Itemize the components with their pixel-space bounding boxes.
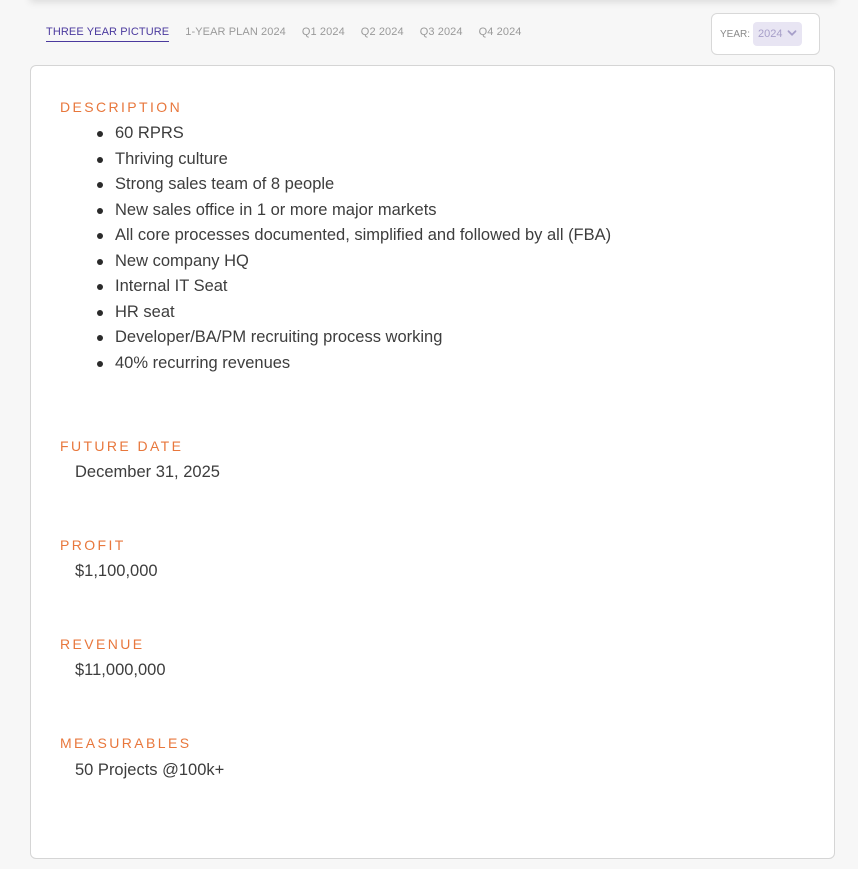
measurables-value: 50 Projects @100k+ (75, 761, 225, 779)
list-item: Strong sales team of 8 people (115, 175, 611, 201)
list-item: Thriving culture (115, 150, 611, 176)
revenue-value: $11,000,000 (75, 661, 166, 679)
chevron-down-icon (787, 28, 797, 38)
tab-q3[interactable]: Q3 2024 (419, 26, 463, 38)
measurables-title: MEASURABLES (60, 735, 192, 751)
list-item: HR seat (115, 303, 611, 329)
description-list (115, 124, 611, 379)
year-select[interactable] (753, 22, 802, 46)
tab-one-year-plan[interactable]: 1-YEAR PLAN 2024 (185, 26, 286, 38)
three-year-picture-card (30, 65, 835, 859)
list-item: All core processes documented, simplified and followed by all (FBA) (115, 226, 611, 252)
future-date-title: FUTURE DATE (60, 438, 184, 454)
tab-three-year-picture[interactable]: THREE YEAR PICTURE (46, 26, 169, 42)
list-item: Developer/BA/PM recruiting process working (115, 328, 611, 354)
list-item: 40% recurring revenues (115, 354, 611, 380)
revenue-title: REVENUE (60, 636, 145, 652)
tabs (46, 26, 538, 42)
year-filter (711, 13, 820, 55)
tab-q4[interactable]: Q4 2024 (478, 26, 522, 38)
year-selected-value: 2024 (758, 28, 783, 40)
future-date-value: December 31, 2025 (75, 463, 220, 481)
tab-q1[interactable]: Q1 2024 (301, 26, 345, 38)
tab-bar (30, 0, 835, 66)
description-title: DESCRIPTION (60, 99, 183, 115)
year-label: YEAR: (720, 28, 751, 40)
profit-title: PROFIT (60, 537, 126, 553)
tab-q2[interactable]: Q2 2024 (360, 26, 404, 38)
list-item: Internal IT Seat (115, 277, 611, 303)
list-item: New company HQ (115, 252, 611, 278)
list-item: 60 RPRS (115, 124, 611, 150)
list-item: New sales office in 1 or more major markets (115, 201, 611, 227)
profit-value: $1,100,000 (75, 562, 158, 580)
